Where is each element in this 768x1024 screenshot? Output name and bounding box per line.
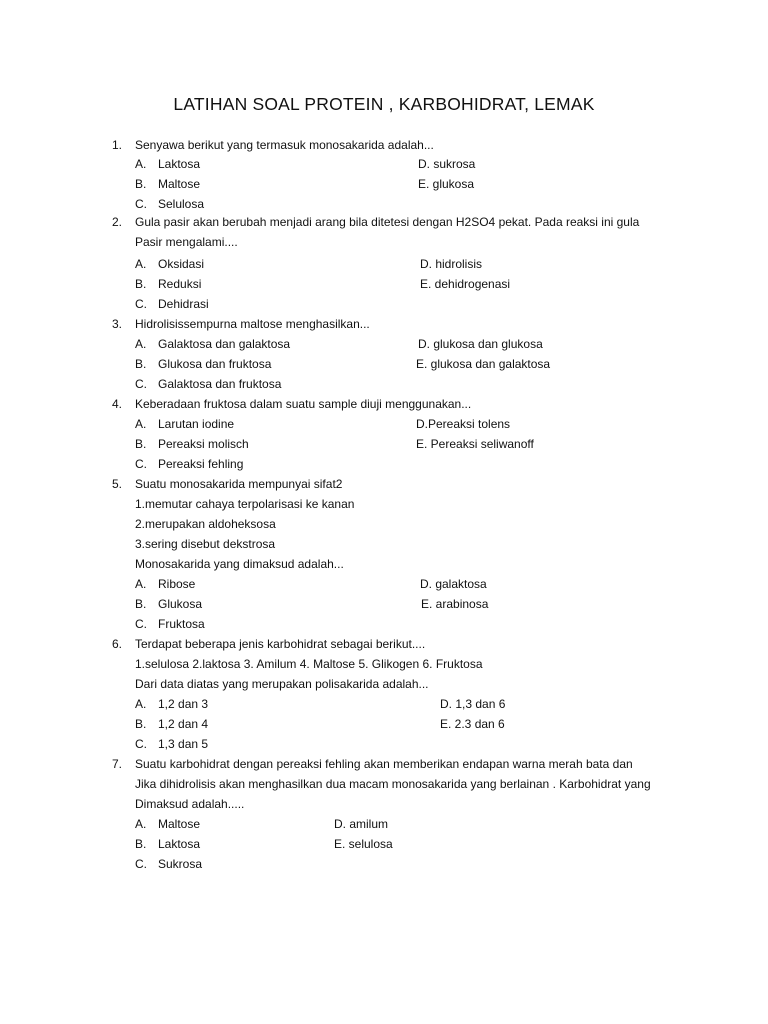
option-text-right: E. selulosa	[334, 837, 393, 851]
option-text: Dehidrasi	[158, 297, 209, 311]
option-text: Pereaksi molisch	[158, 437, 249, 451]
option-letter: B.	[135, 437, 147, 451]
option-letter: B.	[135, 597, 147, 611]
question-text: 2.merupakan aldoheksosa	[135, 517, 276, 531]
option-letter: C.	[135, 617, 147, 631]
option-letter: A.	[135, 697, 147, 711]
question-text: Terdapat beberapa jenis karbohidrat sebagai berikut....	[135, 637, 426, 651]
option-text-right: D. sukrosa	[418, 157, 476, 171]
option-text-right: D. 1,3 dan 6	[440, 697, 506, 711]
question-text: 3.sering disebut dekstrosa	[135, 537, 276, 551]
question-text: Suatu karbohidrat dengan pereaksi fehling akan memberikan endapan warna merah bata dan	[135, 757, 633, 771]
option-letter: B.	[135, 357, 147, 371]
question-text: Hidrolisissempurna maltose menghasilkan...	[135, 317, 370, 331]
question-number: 6.	[112, 637, 123, 651]
question-text: 1.selulosa 2.laktosa 3. Amilum 4. Maltose 5. Glikogen 6. Fruktosa	[135, 657, 483, 671]
option-letter: C.	[135, 857, 147, 871]
option-text-right: E. Pereaksi seliwanoff	[416, 437, 534, 451]
question-number: 7.	[112, 757, 123, 771]
option-text-right: E. glukosa dan galaktosa	[416, 357, 551, 371]
option-text: Maltose	[158, 817, 201, 831]
option-letter: A.	[135, 257, 147, 271]
page-title: LATIHAN SOAL PROTEIN , KARBOHIDRAT, LEMAK	[173, 94, 595, 114]
option-text: Galaktosa dan fruktosa	[158, 377, 282, 391]
option-text-right: D. amilum	[334, 817, 389, 831]
option-text: Ribose	[158, 577, 196, 591]
option-letter: A.	[135, 417, 147, 431]
option-text-right: E. glukosa	[418, 177, 475, 191]
option-text-right: E. dehidrogenasi	[420, 277, 511, 291]
option-text: Pereaksi fehling	[158, 457, 244, 471]
option-text: 1,2 dan 3	[158, 697, 209, 711]
option-text: 1,3 dan 5	[158, 737, 209, 751]
option-text: Glukosa dan fruktosa	[158, 357, 272, 371]
question-number: 5.	[112, 477, 123, 491]
option-text-right: D. glukosa dan glukosa	[418, 337, 543, 351]
option-text: Laktosa	[158, 837, 201, 851]
option-letter: B.	[135, 277, 147, 291]
option-letter: A.	[135, 577, 147, 591]
question-number: 2.	[112, 215, 123, 229]
option-letter: C.	[135, 377, 147, 391]
option-letter: C.	[135, 457, 147, 471]
option-letter: A.	[135, 157, 147, 171]
question-text: Keberadaan fruktosa dalam suatu sample diuji menggunakan...	[135, 397, 472, 411]
option-text: Reduksi	[158, 277, 202, 291]
question-text: Dimaksud adalah.....	[135, 797, 245, 811]
question-text: Jika dihidrolisis akan menghasilkan dua macam monosakarida yang berlainan . Karbohidrat yang	[135, 777, 651, 791]
question-text: Gula pasir akan berubah menjadi arang bila ditetesi dengan H2SO4 pekat. Pada reaksi ini gula	[135, 215, 640, 229]
question-number: 1.	[112, 138, 123, 152]
option-text: Oksidasi	[158, 257, 205, 271]
option-letter: A.	[135, 817, 147, 831]
question-text: 1.memutar cahaya terpolarisasi ke kanan	[135, 497, 355, 511]
option-letter: B.	[135, 837, 147, 851]
question-text: Suatu monosakarida mempunyai sifat2	[135, 477, 343, 491]
option-text: Laktosa	[158, 157, 201, 171]
option-letter: A.	[135, 337, 147, 351]
option-text: Maltose	[158, 177, 201, 191]
option-text-right: D. hidrolisis	[420, 257, 483, 271]
option-letter: C.	[135, 197, 147, 211]
option-text: Fruktosa	[158, 617, 205, 631]
question-number: 3.	[112, 317, 123, 331]
option-text-right: D.Pereaksi tolens	[416, 417, 511, 431]
option-text-right: D. galaktosa	[420, 577, 487, 591]
option-text: Sukrosa	[158, 857, 203, 871]
question-number: 4.	[112, 397, 123, 411]
option-text: Selulosa	[158, 197, 205, 211]
question-text: Dari data diatas yang merupakan polisakarida adalah...	[135, 677, 429, 691]
option-letter: B.	[135, 177, 147, 191]
option-text-right: E. 2.3 dan 6	[440, 717, 505, 731]
option-text: Galaktosa dan galaktosa	[158, 337, 291, 351]
question-text: Monosakarida yang dimaksud adalah...	[135, 557, 344, 571]
option-text: Larutan iodine	[158, 417, 235, 431]
question-text: Pasir mengalami....	[135, 235, 238, 249]
option-text: 1,2 dan 4	[158, 717, 209, 731]
option-letter: C.	[135, 737, 147, 751]
option-text: Glukosa	[158, 597, 203, 611]
question-text: Senyawa berikut yang termasuk monosakarida adalah...	[135, 138, 434, 152]
option-text-right: E. arabinosa	[421, 597, 489, 611]
option-letter: C.	[135, 297, 147, 311]
option-letter: B.	[135, 717, 147, 731]
